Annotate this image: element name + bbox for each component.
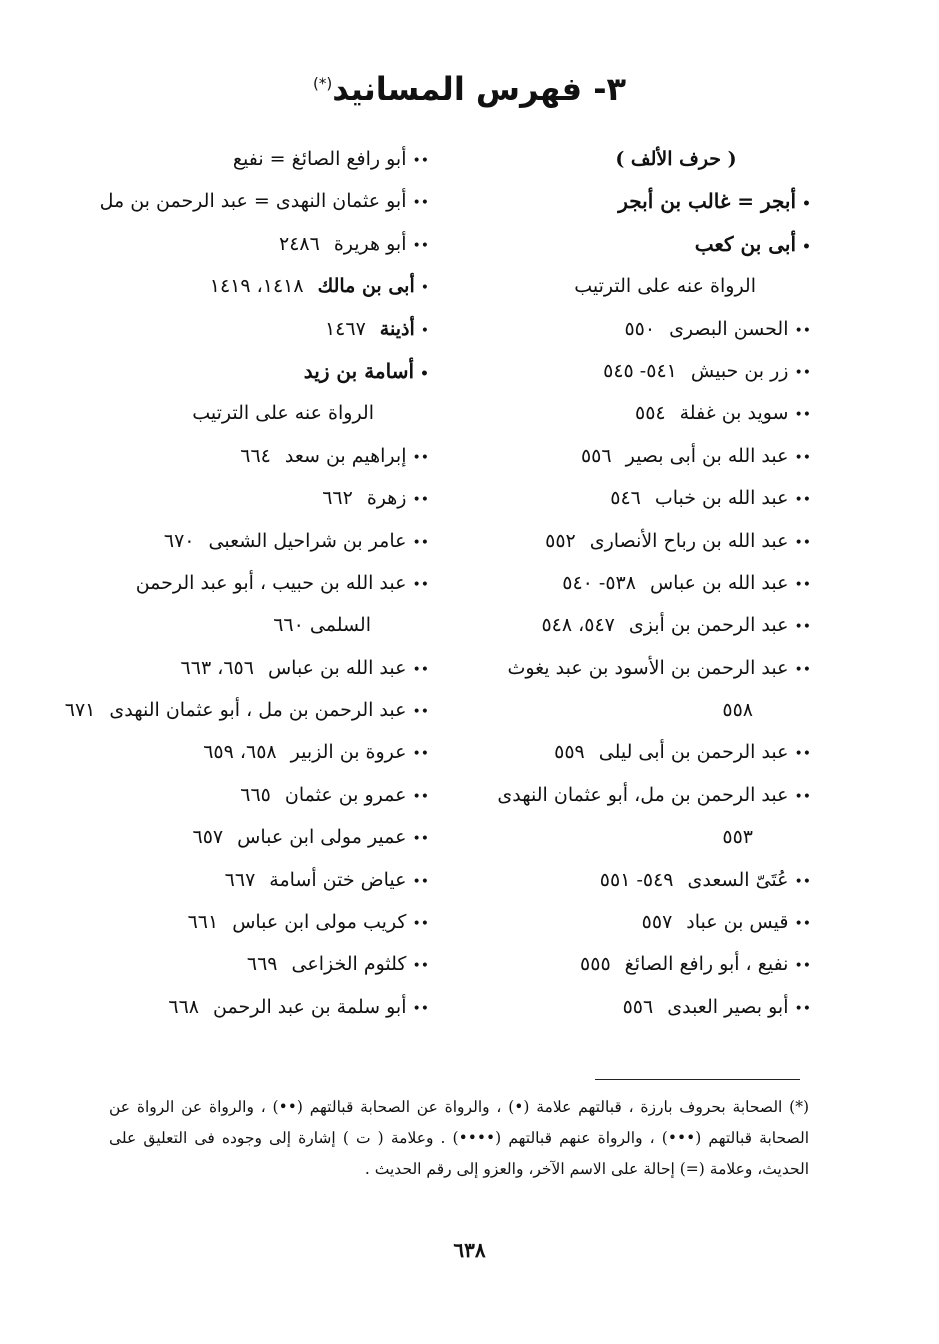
hadith-number: ٥٥٠ [624, 317, 656, 340]
narrator-entry [99, 520, 429, 562]
subheading: الرواة عنه على الترتيب [574, 275, 756, 298]
entry-name: عبد الرحمن بن مل ، أبو عثمان النهدى [109, 699, 407, 722]
narrator-entry [99, 435, 429, 477]
bullet-marker: •• [794, 322, 811, 339]
bullet-marker: •• [794, 492, 811, 509]
hadith-number: ١٤١٨، ١٤١٩ [209, 275, 304, 298]
hadith-number: ٦٥٧ [192, 826, 224, 849]
entry-name: زهرة [366, 487, 407, 510]
section-heading: ( حرف الألف ) [615, 148, 737, 170]
entry-name: عمرو بن عثمان [284, 783, 407, 806]
hadith-number: ٦٦٢ [322, 487, 353, 510]
narrator-entry [461, 943, 811, 985]
entry-name: عامر بن شراحيل الشعبى [208, 529, 407, 552]
narrator-entry [461, 774, 811, 816]
entry-name: عبد الرحمن بن أبزى [628, 614, 789, 637]
bullet-marker: •• [794, 407, 811, 424]
entry-name: عياض ختن أسامة [269, 868, 407, 891]
bullet-marker: •• [412, 492, 429, 509]
narrator-entry [99, 562, 429, 604]
entry-name: عبد الله بن عباس [649, 571, 789, 594]
page-number: ٦٣٨ [453, 1238, 486, 1262]
bullet-marker: •• [794, 619, 811, 636]
bullet-marker: •• [412, 153, 429, 169]
bullet-marker: •• [412, 1000, 429, 1017]
bullet-marker: •• [412, 788, 429, 805]
entry-name: نفيع ، أبو رافع الصائغ [624, 953, 789, 976]
narrator-entry [99, 943, 429, 985]
bullet-marker: •• [794, 788, 811, 805]
entry-name: عبد الله بن حبيب ، أبو عبد الرحمن [135, 571, 407, 594]
narrator-entry [99, 180, 429, 222]
hadith-number: ٦٧٠ [163, 529, 195, 552]
narrator-entry [64, 689, 429, 731]
bullet-marker: •• [794, 534, 811, 551]
bullet-marker: • [420, 365, 429, 382]
hadith-number: ٥٥٢ [545, 529, 576, 552]
entry-name: عبد الرحمن بن أبى ليلى [598, 741, 789, 764]
hadith-number: ٥٥٤ [635, 402, 666, 425]
index-column-right [461, 138, 811, 1028]
narrator-entry [99, 477, 429, 519]
bullet-marker: •• [794, 364, 811, 381]
hadith-number: ٦٥٦، ٦٦٣ [180, 656, 254, 679]
bullet-marker: • [802, 238, 811, 255]
bullet-marker: •• [412, 195, 429, 212]
bullet-marker: •• [794, 449, 811, 466]
entry-continuation: السلمى ٦٦٠ [273, 614, 371, 637]
entry-name: أبجر = غالب بن أبجر [618, 189, 797, 214]
footnote-divider [595, 1079, 800, 1080]
entry-name: عمير مولى ابن عباس [237, 826, 407, 849]
narrator-entry [461, 308, 811, 350]
hadith-number: ٦٦٨ [168, 995, 200, 1018]
entry-name: أبو بصير العبدى [667, 995, 789, 1018]
narrator-entry [461, 901, 811, 943]
entry-name: أبو هريرة [333, 232, 407, 255]
bullet-marker: •• [794, 1000, 811, 1017]
bullet-marker: •• [412, 873, 429, 890]
companion-entry [461, 180, 811, 222]
index-column-left [64, 138, 429, 1028]
bullet-marker: •• [412, 831, 429, 848]
hadith-number: ٥٥٦ [622, 995, 654, 1018]
narrator-entry [99, 901, 429, 943]
bullet-marker: • [802, 196, 811, 213]
entry-continuation: ٥٥٣ [722, 826, 753, 849]
bullet-marker: •• [794, 916, 811, 933]
narrator-entry [99, 816, 429, 858]
narrator-entry [99, 223, 429, 265]
bullet-marker: •• [794, 958, 811, 975]
bullet-marker: •• [412, 534, 429, 551]
entry-name: أذينة [379, 317, 415, 340]
narrator-entry [461, 731, 811, 773]
bullet-marker: •• [794, 576, 811, 593]
title-footnote-mark: (*) [312, 74, 333, 93]
entry-name: أبو رافع الصائغ = نفيع [232, 148, 407, 170]
entry-name: عروة بن الزبير [290, 741, 407, 764]
hadith-number: ٥٤٦ [610, 487, 641, 510]
entry-name: عُتَىّ السعدى [687, 868, 789, 891]
hadith-number: ٦٧١ [64, 699, 96, 722]
entry-name: أبو عثمان النهدى = عبد الرحمن بن مل [99, 190, 407, 213]
hadith-number: ٥٥٦ [580, 444, 612, 467]
entry-name: أبو سلمة بن عبد الرحمن [213, 995, 407, 1018]
narrator-entry [461, 647, 811, 689]
bullet-marker: •• [412, 704, 429, 721]
entry-name: إبراهيم بن سعد [284, 444, 407, 467]
title-text: ٣- فهرس المسانيد [332, 70, 627, 108]
hadith-number: ٦٦٩ [246, 953, 278, 976]
bullet-marker: • [420, 280, 429, 297]
bullet-marker: •• [412, 958, 429, 975]
bullet-marker: • [420, 322, 429, 339]
page-title [0, 70, 939, 108]
subheading: الرواة عنه على الترتيب [192, 402, 374, 425]
bullet-marker: •• [412, 661, 429, 678]
hadith-number: ٥٥٥ [580, 953, 611, 976]
hadith-number: ٥٤١- ٥٤٥ [603, 359, 677, 382]
bullet-marker: •• [412, 576, 429, 593]
narrator-entry [461, 859, 811, 901]
hadith-number: ٦٦٤ [240, 444, 271, 467]
hadith-number: ١٤٦٧ [324, 317, 366, 340]
narrator-entry [461, 986, 811, 1028]
hadith-number: ٦٥٨، ٦٥٩ [203, 741, 277, 764]
bullet-marker: •• [412, 746, 429, 763]
narrator-entry [99, 859, 429, 901]
entry-name: عبد الرحمن بن مل، أبو عثمان النهدى [497, 783, 789, 806]
narrator-entry [99, 986, 429, 1028]
hadith-number: ٥٥٩ [554, 741, 585, 764]
entry-name: عبد الله بن أبى بصير [625, 444, 789, 467]
footnote: (*) الصحابة بحروف بارزة ، قبالتهم علامة (•) ، والرواة عن الصحابة قبالتهم (••) ، والرواة عن الرواة عن الصحابة قبالتهم (•••) ، والرواة عنهم قبالتهم (••••) . وعلامة ( ت ) إشارة إلى وجوده فى التعليق على الحديث، وعلامة (=) إحالة على الاسم الآخر، والعزو إلى رقم الحديث . [109, 1098, 809, 1178]
entry-name: الحسن البصرى [669, 317, 789, 340]
bullet-marker: •• [794, 661, 811, 678]
entry-name: أبى بن كعب [694, 231, 797, 256]
hadith-number: ٦٦٧ [224, 868, 256, 891]
entry-name: قيس بن عباد [686, 911, 789, 934]
hadith-number: ٥٤٧، ٥٤٨ [541, 614, 615, 637]
bullet-marker: •• [412, 237, 429, 254]
narrator-entry [99, 774, 429, 816]
companion-entry [99, 265, 429, 307]
entry-name: أسامة بن زيد [303, 358, 415, 383]
bullet-marker: •• [412, 449, 429, 466]
narrator-entry [461, 350, 811, 392]
entry-continuation: ٥٥٨ [722, 699, 753, 722]
narrator-entry [461, 435, 811, 477]
hadith-number: ٥٤٩- ٥٥١ [599, 868, 674, 891]
narrator-entry [461, 392, 811, 434]
hadith-number: ٥٣٨- ٥٤٠ [562, 571, 636, 594]
hadith-number: ٢٤٨٦ [279, 232, 320, 255]
companion-entry [99, 350, 429, 392]
narrator-entry [461, 520, 811, 562]
narrator-entry [99, 647, 429, 689]
hadith-number: ٥٥٧ [641, 911, 673, 934]
entry-name: عبد الله بن عباس [267, 656, 407, 679]
narrator-entry [99, 731, 429, 773]
entry-name: كلثوم الخزاعى [291, 953, 407, 976]
entry-name: عبد الله بن خباب [654, 487, 789, 510]
bullet-marker: •• [794, 873, 811, 890]
narrator-entry [461, 604, 811, 646]
entry-name: كريب مولى ابن عباس [232, 911, 407, 934]
hadith-number: ٦٦٥ [240, 783, 271, 806]
entry-name: عبد الله بن رباح الأنصارى [589, 529, 789, 552]
companion-entry [461, 223, 811, 265]
hadith-number: ٦٦١ [187, 911, 219, 934]
bullet-marker: •• [412, 916, 429, 933]
entry-name: زر بن حبيش [690, 359, 789, 382]
narrator-entry [461, 562, 811, 604]
bullet-marker: •• [794, 746, 811, 763]
entry-name: أبى بن مالك [317, 275, 415, 298]
companion-entry [99, 308, 429, 350]
entry-name: عبد الرحمن بن الأسود بن عبد يغوث [507, 656, 789, 679]
entry-name: سويد بن غفلة [679, 402, 789, 425]
narrator-entry [99, 138, 429, 180]
narrator-entry [461, 477, 811, 519]
